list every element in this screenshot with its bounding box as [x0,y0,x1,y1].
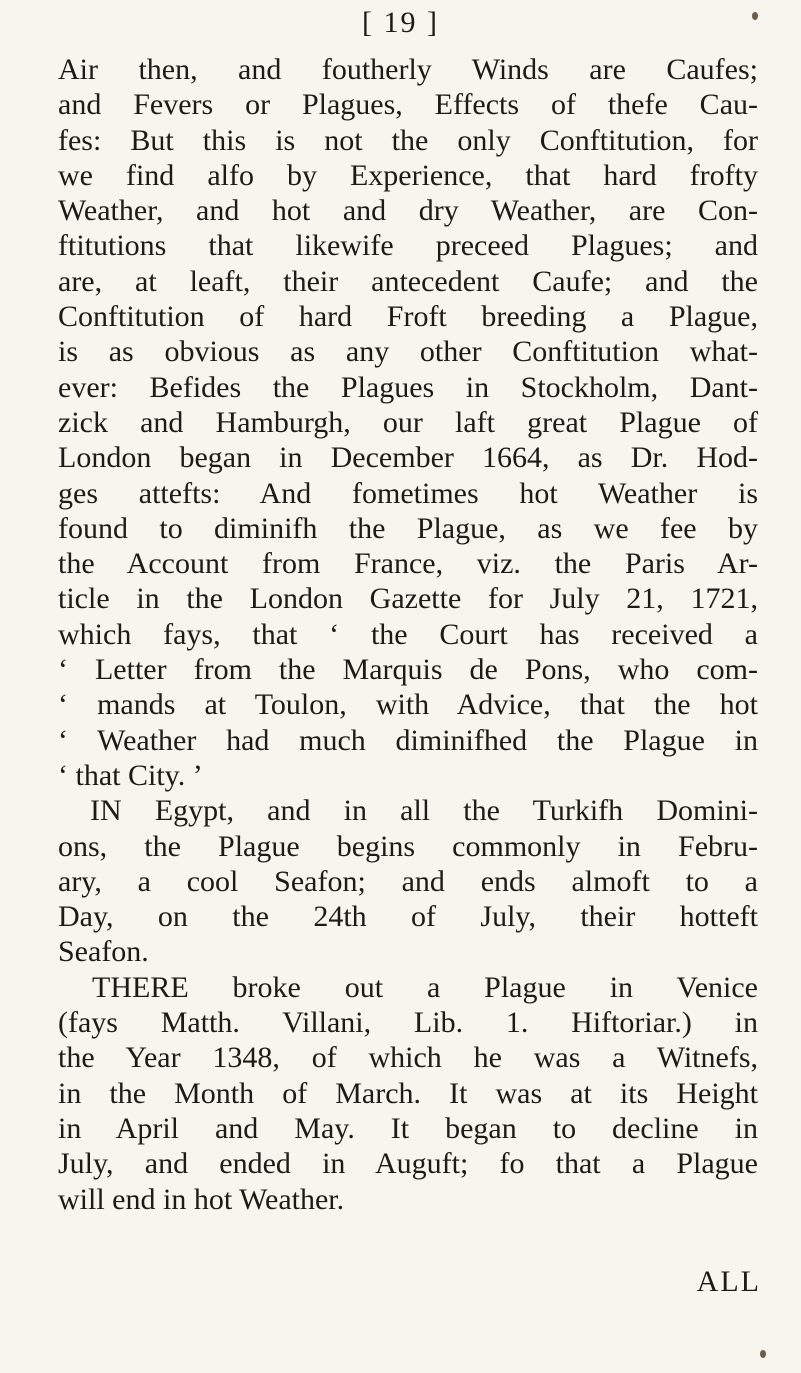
text-line: ‘ Weather had much diminifhed the Plague in [58,723,758,757]
text-line: ftitutions that likewife preceed Plagues; and [58,229,758,263]
text-line: (fays Matth. Villani, Lib. 1. Hiftoriar.) in [58,1006,758,1040]
ink-spot [760,1350,766,1358]
paragraph-start-line: THERE broke out a Plague in Venice [92,970,758,1004]
catchword: ALL [696,1265,761,1298]
text-line: ‘ that City. ’ [58,758,203,792]
text-line: the Year 1348, of which he was a Witnefs, [58,1041,758,1075]
paragraph-start-line: IN Egypt, and in all the Turkifh Domini- [90,794,758,828]
text-line: Air then, and foutherly Winds are Caufes; [58,53,758,86]
text-line: Conftitution of hard Froft breeding a Plague, [58,300,758,334]
text-line: ary, a cool Seafon; and ends almoft to a [58,864,758,898]
text-line: found to diminifh the Plague, as we fee by [58,511,758,545]
text-line: ges attefts: And fometimes hot Weather is [58,476,758,510]
text-line: we find alfo by Experience, that hard frofty [58,158,758,192]
page-number: [ 19 ] [362,6,439,39]
text-line: ‘ mands at Toulon, with Advice, that the hot [58,688,758,722]
text-line: Seafon. [58,935,149,969]
text-line: the Account from France, viz. the Paris Ar- [58,547,758,581]
text-line: and Fevers or Plagues, Effects of thefe Cau- [58,88,758,122]
text-line: Day, on the 24th of July, their hotteft [58,900,758,934]
ink-spot [752,12,758,20]
body-text [58,52,758,1217]
text-line: in April and May. It began to decline in [58,1111,758,1145]
text-line: Weather, and hot and dry Weather, are Con- [58,194,758,228]
text-line: zick and Hamburgh, our laft great Plague of [58,405,758,439]
text-line: July, and ended in Auguft; fo that a Plague [58,1147,758,1181]
text-line: ticle in the London Gazette for July 21, 1721, [58,582,758,616]
text-line: London began in December 1664, as Dr. Hod- [58,441,758,475]
text-line: which fays, that ‘ the Court has received a [58,617,758,651]
text-line: in the Month of March. It was at its Height [58,1076,758,1110]
text-line: ‘ Letter from the Marquis de Pons, who com- [58,653,758,687]
text-line: will end in hot Weather. [58,1182,345,1216]
text-line: fes: But this is not the only Conftitution, for [58,123,758,157]
text-line: are, at leaft, their antecedent Caufe; and the [58,264,758,298]
text-line: ons, the Plague begins commonly in Febru- [58,829,758,863]
text-line: ever: Befides the Plagues in Stockholm, Dant- [58,370,758,404]
text-line: is as obvious as any other Conftitution what- [58,335,758,369]
